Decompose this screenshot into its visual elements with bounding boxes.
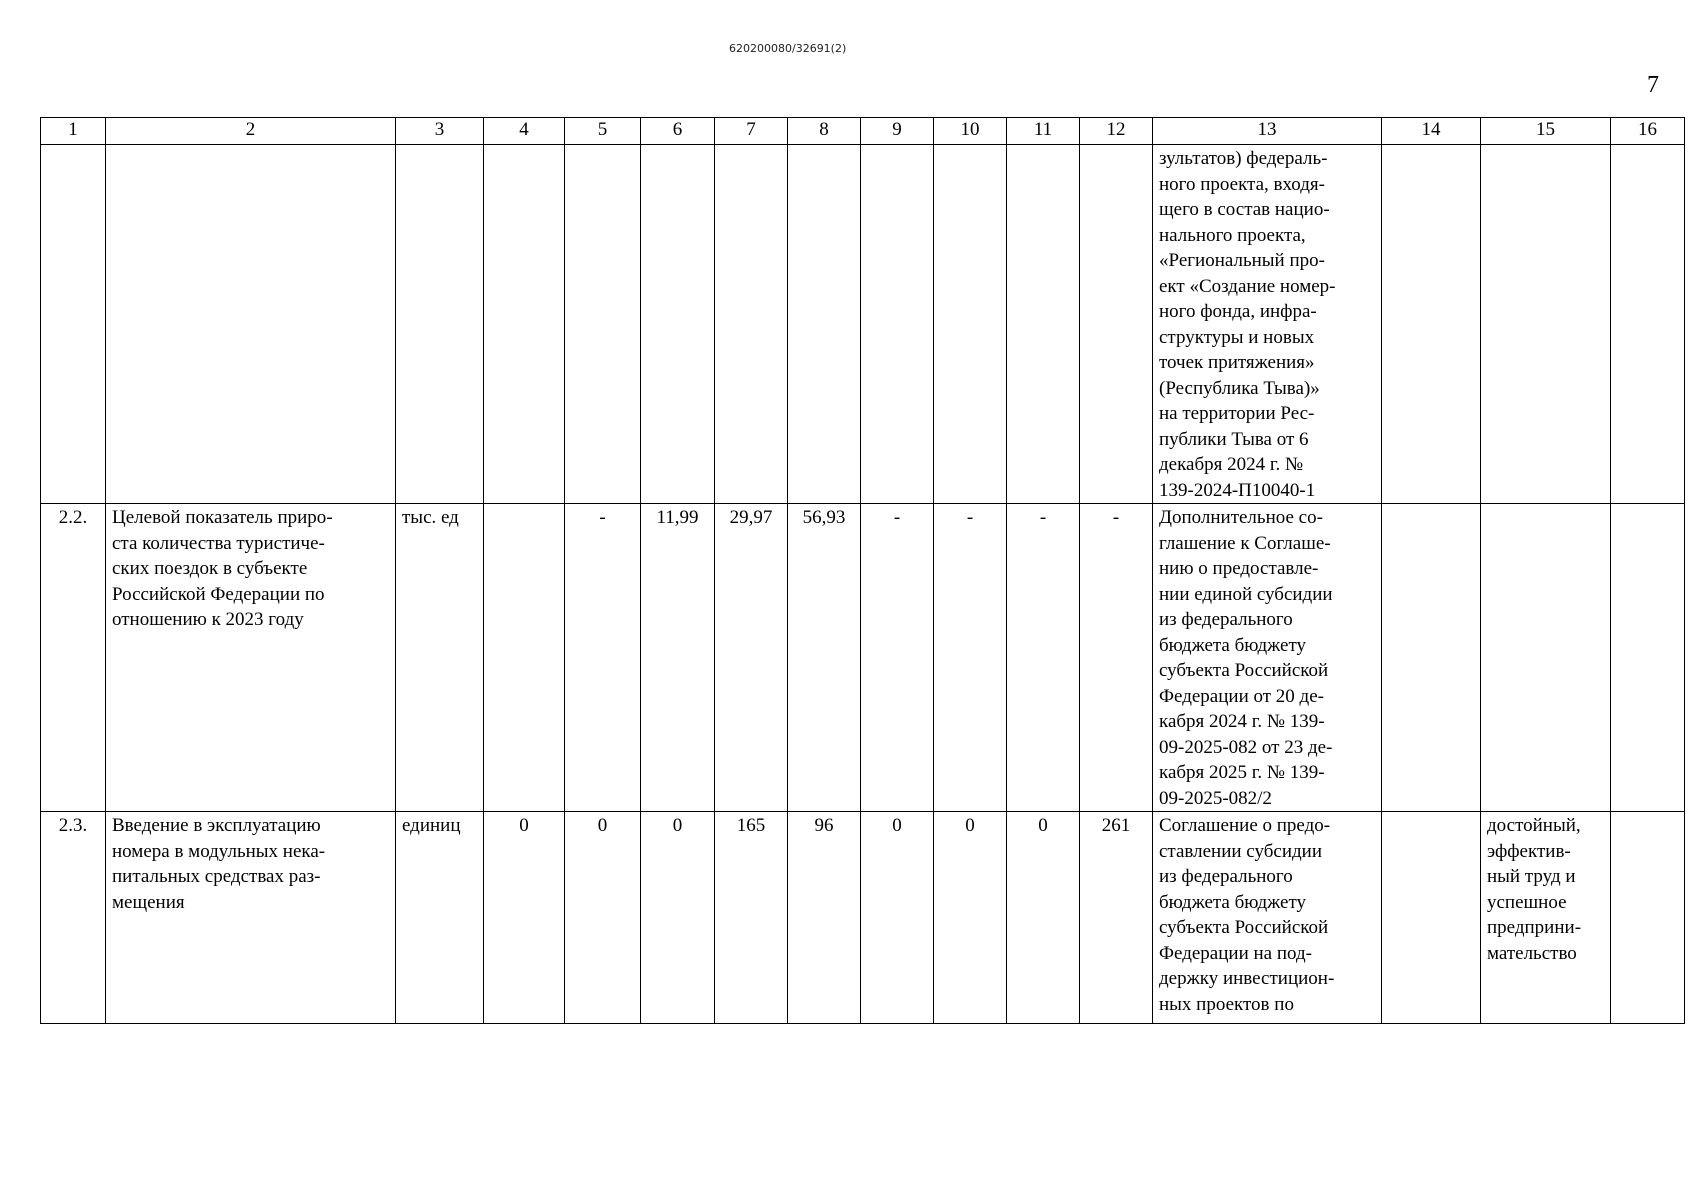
cell-value xyxy=(484,145,565,504)
cell-col14 xyxy=(1382,504,1481,812)
cell-col16 xyxy=(1611,145,1685,504)
column-header: 10 xyxy=(934,118,1007,145)
cell-value: 0 xyxy=(861,812,934,1024)
column-header: 2 xyxy=(106,118,396,145)
table-row xyxy=(41,504,1685,812)
cell-col14 xyxy=(1382,145,1481,504)
cell-value xyxy=(861,145,934,504)
cell-value: 11,99 xyxy=(641,504,715,812)
cell-value: 0 xyxy=(641,812,715,1024)
cell-value: 0 xyxy=(565,812,641,1024)
cell-value: 0 xyxy=(484,812,565,1024)
cell-value: 96 xyxy=(788,812,861,1024)
cell-value: 56,93 xyxy=(788,504,861,812)
cell-value: 261 xyxy=(1080,812,1153,1024)
cell-name: Введение в эксплуатацию номера в модульных нека- питальных средствах раз- мещения xyxy=(106,812,396,1024)
cell-unit xyxy=(396,145,484,504)
column-header: 9 xyxy=(861,118,934,145)
cell-value: - xyxy=(565,504,641,812)
cell-basis: зультатов) федераль- ного проекта, входя- щего в состав нацио- нального проекта, «Региональный про- ект «Создание номер- ного фонда, инфра- структуры и новых точек притяжения» (Республика Тыва)» на территории Рес- публики Тыва от 6 декабря 2024 г. № 139-2024-П10040-1 xyxy=(1153,145,1382,504)
table-header-row xyxy=(41,118,1685,145)
cell-value: - xyxy=(1080,504,1153,812)
cell-name xyxy=(106,145,396,504)
column-header: 14 xyxy=(1382,118,1481,145)
cell-basis: Дополнительное со- глашение к Соглаше- нию о предоставле- нии единой субсидии из федерального бюджета бюджету субъекта Российской Федерации от 20 де- кабря 2024 г. № 139- 09-2025-082 от 23 де- кабря 2025 г. № 139- 09-2025-082/2 xyxy=(1153,504,1382,812)
cell-value xyxy=(484,504,565,812)
column-header: 1 xyxy=(41,118,106,145)
column-header: 11 xyxy=(1007,118,1080,145)
cell-unit: единиц xyxy=(396,812,484,1024)
cell-value: 0 xyxy=(934,812,1007,1024)
cell-col14 xyxy=(1382,812,1481,1024)
indicators-table xyxy=(40,117,1685,1024)
cell-value xyxy=(715,145,788,504)
cell-basis: Соглашение о предо- ставлении субсидии из федерального бюджета бюджету субъекта Российской Федерации на под- держку инвестицион- ных проектов по xyxy=(1153,812,1382,1024)
cell-value: - xyxy=(861,504,934,812)
cell-value xyxy=(641,145,715,504)
cell-value: - xyxy=(1007,504,1080,812)
column-header: 3 xyxy=(396,118,484,145)
column-header: 5 xyxy=(565,118,641,145)
cell-goal xyxy=(1481,145,1611,504)
page-number: 7 xyxy=(1647,72,1659,98)
cell-value: - xyxy=(934,504,1007,812)
document-id: 620200080/32691(2) xyxy=(729,42,847,55)
column-header: 8 xyxy=(788,118,861,145)
cell-number xyxy=(41,145,106,504)
cell-goal xyxy=(1481,504,1611,812)
column-header: 7 xyxy=(715,118,788,145)
cell-value xyxy=(565,145,641,504)
table-row xyxy=(41,812,1685,1024)
column-header: 12 xyxy=(1080,118,1153,145)
cell-name: Целевой показатель приро- ста количества туристиче- ских поездок в субъекте Российской Федерации по отношению к 2023 году xyxy=(106,504,396,812)
cell-value xyxy=(1007,145,1080,504)
cell-value: 29,97 xyxy=(715,504,788,812)
column-header: 16 xyxy=(1611,118,1685,145)
cell-goal: достойный, эффектив- ный труд и успешное предприни- мательство xyxy=(1481,812,1611,1024)
cell-value xyxy=(788,145,861,504)
cell-col16 xyxy=(1611,504,1685,812)
column-header: 15 xyxy=(1481,118,1611,145)
table-row xyxy=(41,145,1685,504)
column-header: 4 xyxy=(484,118,565,145)
cell-value xyxy=(934,145,1007,504)
cell-value: 0 xyxy=(1007,812,1080,1024)
cell-col16 xyxy=(1611,812,1685,1024)
cell-number: 2.2. xyxy=(41,504,106,812)
column-header: 6 xyxy=(641,118,715,145)
cell-value: 165 xyxy=(715,812,788,1024)
column-header: 13 xyxy=(1153,118,1382,145)
cell-unit: тыс. ед xyxy=(396,504,484,812)
cell-value xyxy=(1080,145,1153,504)
cell-number: 2.3. xyxy=(41,812,106,1024)
